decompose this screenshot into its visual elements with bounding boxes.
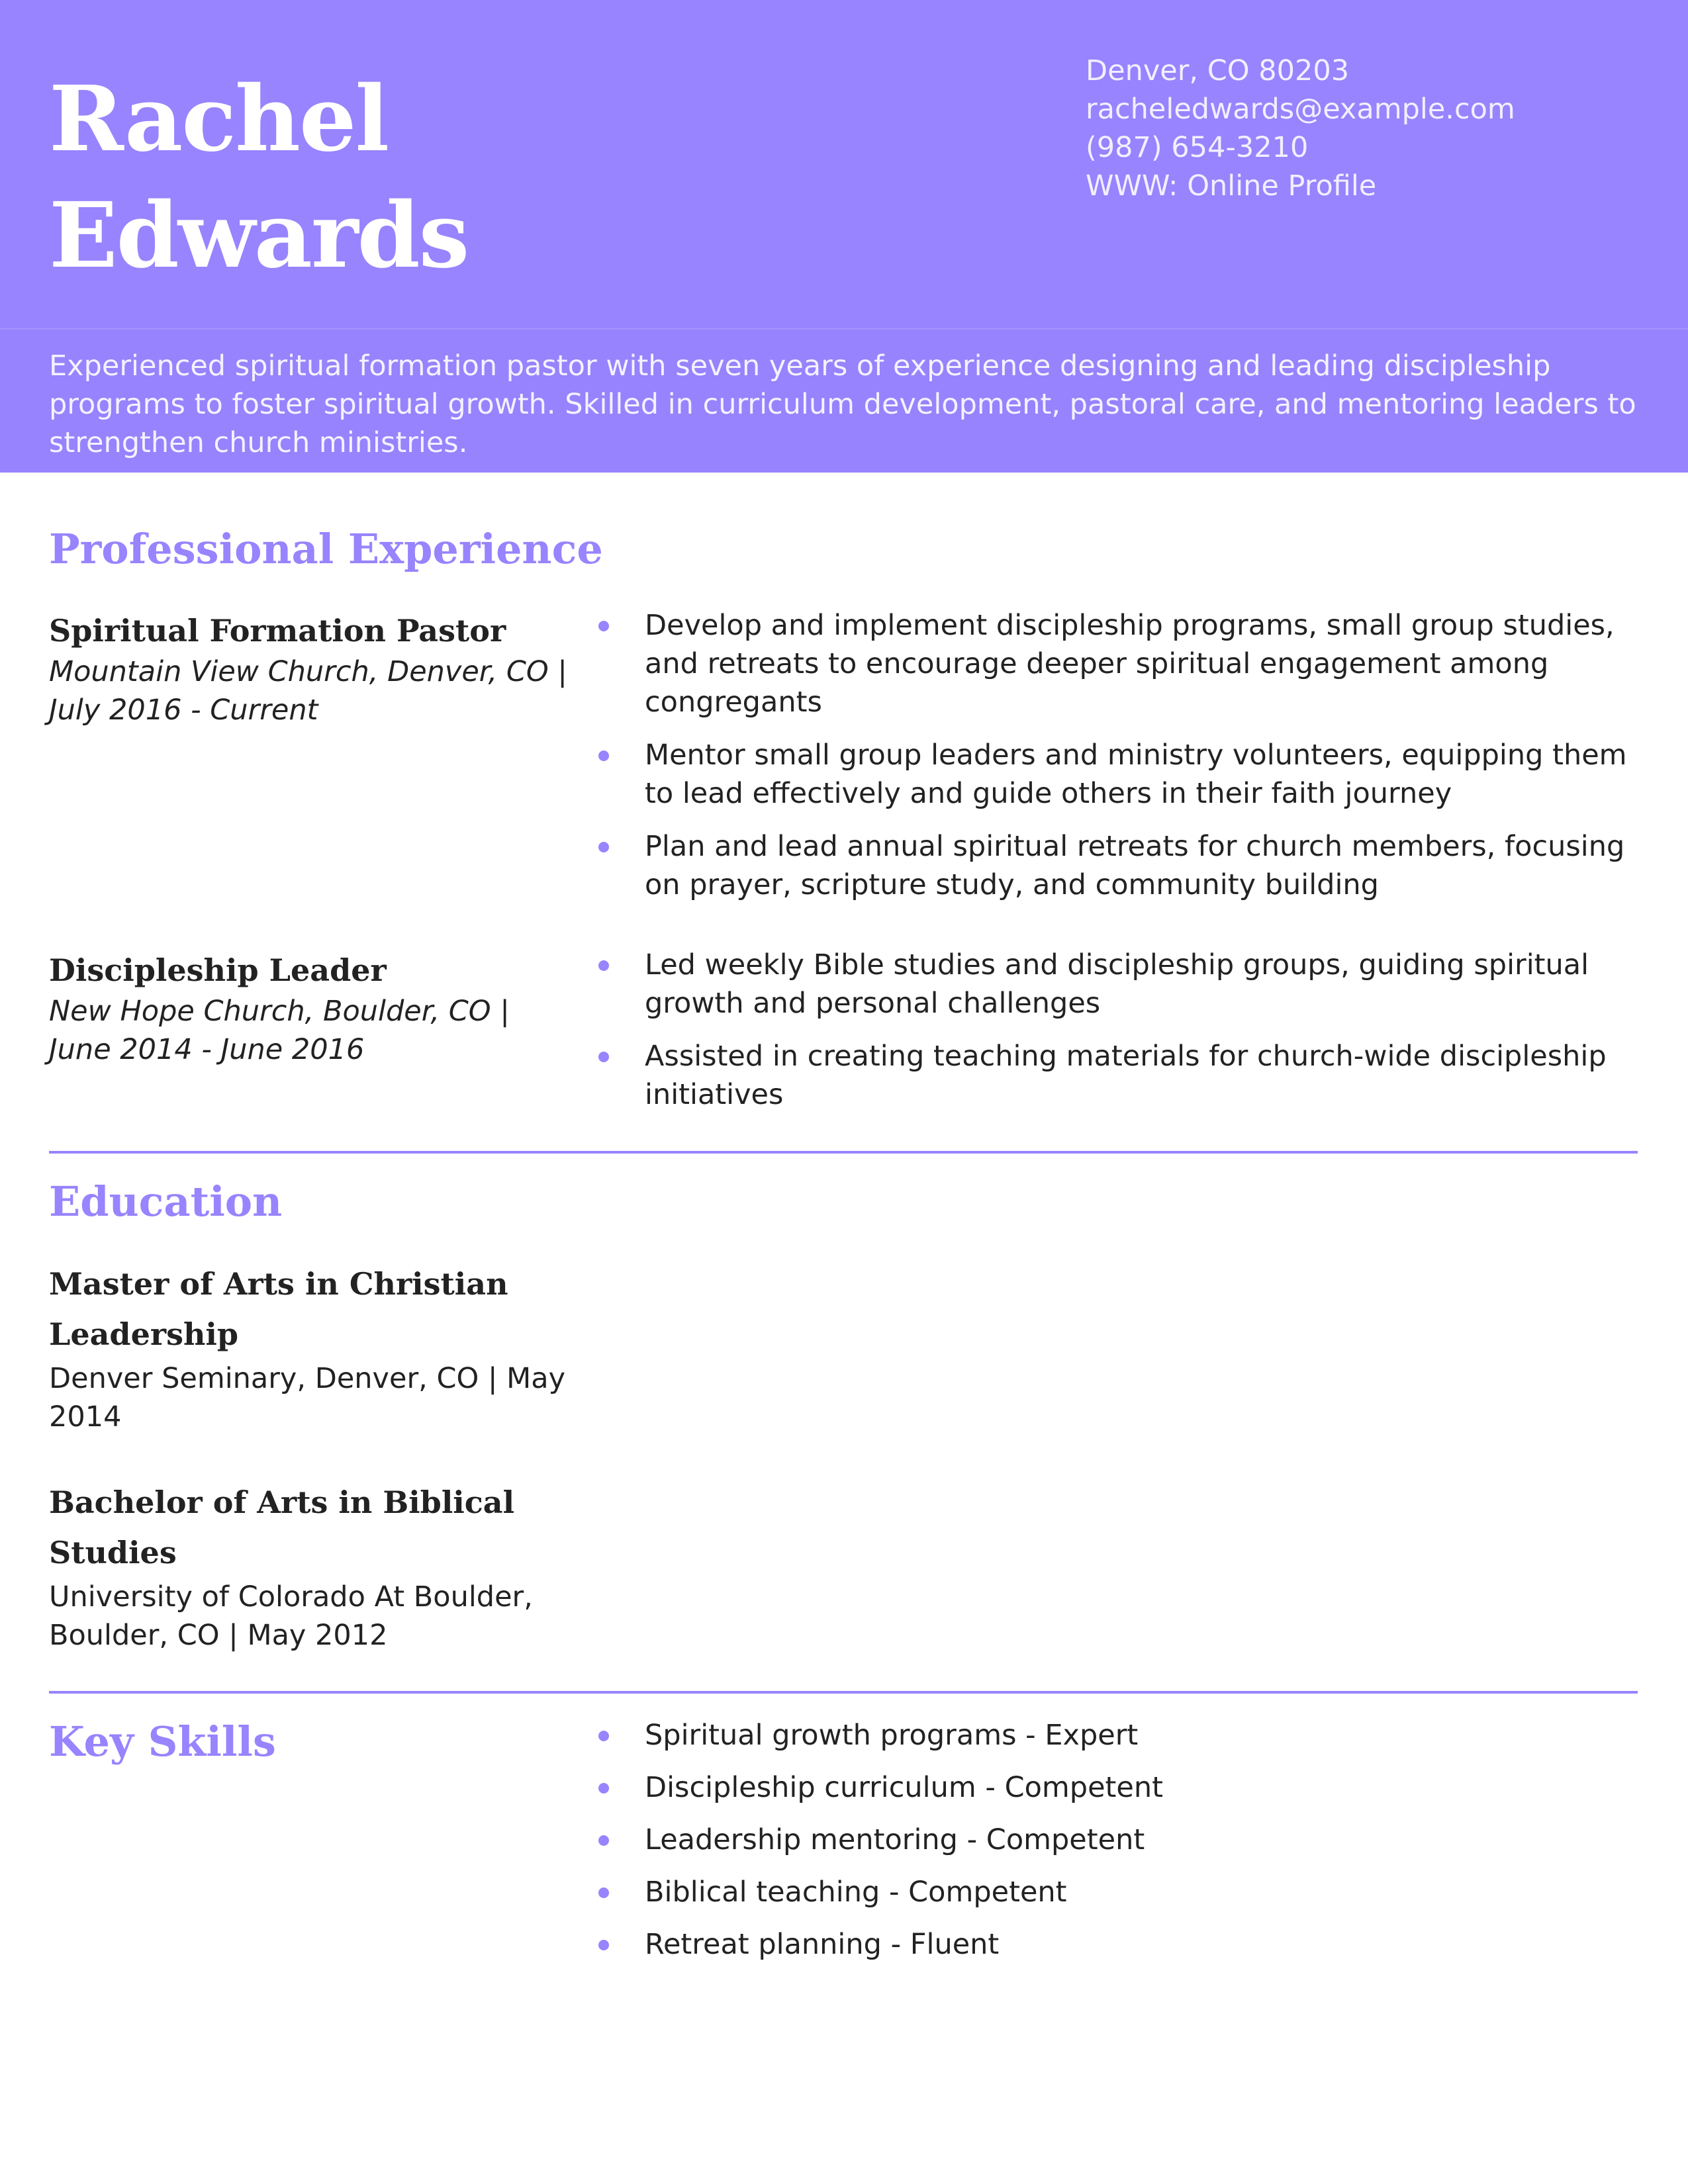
professional-summary: Experienced spiritual formation pastor with seven years of experience designing and leading discipleship programs to foster spiritual growth. Skilled in curriculum development, pastoral care, and mentoring leaders to strengthen church ministries. <box>49 349 1636 459</box>
bullet-dot-icon <box>598 1731 609 1741</box>
contact-website[interactable]: WWW: Online Profile <box>1086 169 1377 203</box>
section-title-education: Education <box>49 1177 283 1226</box>
list-item <box>598 1873 1651 1911</box>
bullet-dot-icon <box>598 960 609 971</box>
education-item-2 <box>49 1477 579 1655</box>
bullet-dot-icon <box>598 1783 609 1794</box>
job-title: Spiritual Formation Pastor <box>49 613 506 649</box>
job-1-bullets <box>598 606 1651 919</box>
bullet-dot-icon <box>598 621 609 631</box>
list-item <box>598 1821 1651 1859</box>
skill-text: Discipleship curriculum - Competent <box>645 1771 1163 1804</box>
contact-info <box>1086 52 1668 205</box>
job-2-info <box>49 948 579 1069</box>
job-meta: Mountain View Church, Denver, CO | July 2016 - Current <box>49 655 567 727</box>
first-name: Rachel <box>49 66 389 172</box>
skill-text: Retreat planning - Fluent <box>645 1928 1000 1961</box>
section-divider <box>49 1151 1638 1154</box>
list-item <box>598 1037 1651 1114</box>
bullet-dot-icon <box>598 1888 609 1898</box>
degree-title: Bachelor of Arts in Biblical Studies <box>49 1484 515 1570</box>
header-band <box>0 0 1688 328</box>
skills-list <box>598 1716 1651 1978</box>
bullet-text: Mentor small group leaders and ministry volunteers, equipping them to lead effectively and guide others in their faith journey <box>645 739 1627 810</box>
section-divider <box>49 1691 1638 1694</box>
degree-meta: University of Colorado At Boulder, Boulder, CO | May 2012 <box>49 1580 533 1652</box>
job-2-bullets <box>598 946 1651 1128</box>
list-item <box>598 946 1651 1023</box>
contact-email[interactable]: racheledwards@example.com <box>1086 93 1515 126</box>
contact-location: Denver, CO 80203 <box>1086 54 1350 87</box>
list-item <box>598 1768 1651 1807</box>
list-item <box>598 1716 1651 1754</box>
skill-text: Biblical teaching - Competent <box>645 1876 1067 1909</box>
list-item <box>598 1925 1651 1964</box>
degree-meta: Denver Seminary, Denver, CO | May 2014 <box>49 1362 566 1433</box>
bullet-dot-icon <box>598 1835 609 1846</box>
bullet-dot-icon <box>598 842 609 852</box>
summary-band <box>0 328 1688 473</box>
bullet-text: Develop and implement discipleship programs, small group studies, and retreats to encourage deeper spiritual engagement among congregants <box>645 609 1615 719</box>
section-title-skills: Key Skills <box>49 1717 276 1766</box>
job-meta: New Hope Church, Boulder, CO | June 2014 - June 2016 <box>49 995 510 1066</box>
skill-text: Spiritual growth programs - Expert <box>645 1719 1139 1752</box>
section-title-experience: Professional Experience <box>49 525 603 573</box>
bullet-dot-icon <box>598 1940 609 1950</box>
skill-text: Leadership mentoring - Competent <box>645 1823 1145 1856</box>
bullet-text: Led weekly Bible studies and discipleship groups, guiding spiritual growth and personal challenges <box>645 948 1589 1020</box>
bullet-text: Assisted in creating teaching materials for church-wide discipleship initiatives <box>645 1040 1607 1111</box>
last-name: Edwards <box>49 183 469 289</box>
list-item <box>598 606 1651 721</box>
job-1-info <box>49 609 579 729</box>
list-item <box>598 827 1651 904</box>
candidate-name <box>49 61 976 294</box>
list-item <box>598 736 1651 813</box>
contact-phone: (987) 654-3210 <box>1086 131 1309 164</box>
bullet-dot-icon <box>598 1052 609 1062</box>
bullet-text: Plan and lead annual spiritual retreats for church members, focusing on prayer, scripture study, and community building <box>645 830 1625 901</box>
bullet-dot-icon <box>598 751 609 761</box>
education-item-1 <box>49 1259 579 1436</box>
degree-title: Master of Arts in Christian Leadership <box>49 1266 508 1352</box>
job-title: Discipleship Leader <box>49 952 387 988</box>
